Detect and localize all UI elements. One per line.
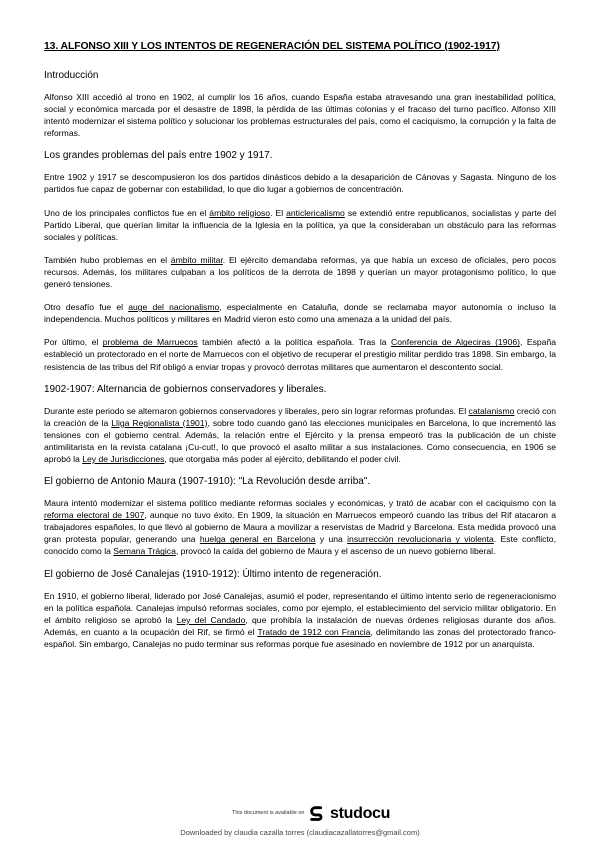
term-insurreccion: insurrección revolucionaria y violenta bbox=[347, 534, 494, 545]
paragraph-intro: Alfonso XIII accedió al trono en 1902, al cumplir los 16 años, cuando España estaba atravesando una gran inestabilidad política, social y económica marcada por el desastre de 1898, la pérdida de las últimas colonias y el fracaso del turno pacífico. Alfonso XIII intentó modernizar el sistema político y solucionar los problemas estructurales del país, como el caciquismo, la corrupción y la falta de reformas. bbox=[44, 92, 556, 139]
section-heading-canalejas: El gobierno de José Canalejas (1910-1912): Último intento de regeneración. bbox=[44, 568, 382, 580]
paragraph-maura: Maura intentó modernizar el sistema político mediante reformas sociales y económicas, y trató de acabar con el caciquismo con la reforma electoral de 1907, aunque no tuvo éxito. En 1909, la situación en Marruecos empeoró cuando las tribus del Rif atacaron a trabajadores españoles, lo que llevó al gobierno de Maura a movilizar a reservistas de Madrid y Barcelona. Esta medida provocó una gran protesta popular, generando una huelga general en Barcelona y una insurrección revolucionaria y violenta. Este conflicto, conocido como la Semana Trágica, provocó la caída del gobierno de Maura y el ascenso de un nuevo gobierno liberal. bbox=[44, 498, 557, 557]
paragraph-canalejas: En 1910, el gobierno liberal, liderado por José Canalejas, asumió el poder, representando el último intento serio de regeneracionismo en la política española. Canalejas impulsó reformas sociales, como por ejemplo, el establecimiento del servicio militar obligatorio. En el ámbito religioso se aprobó la Ley del Candado, que prohibía la instalación de nuevas órdenes religiosas durante dos años. Además, en cuanto a la ocupación del Rif, se firmó el Tratado de 1912 con Francia, delimitando las zonas del protectorado franco-español. Sin embargo, Canalejas no pudo terminar sus reformas porque fue asesinado en noviembre de 1912 por un anarquista. bbox=[44, 590, 557, 649]
available-on-text: This document is available on bbox=[232, 810, 305, 816]
term-ley-jurisdicciones: Ley de Jurisdicciones bbox=[82, 453, 165, 464]
paragraph-military: También hubo problemas en el ámbito militar. El ejército demandaba reformas, ya que había un exceso de oficiales, pero pocos recursos. Además, los militares culpaban a los políticos de la derrota de 1898 y querían un mayor protagonismo político, lo que generó tensiones. bbox=[44, 254, 556, 290]
term-conferencia-algeciras: Conferencia de Algeciras (1906) bbox=[391, 337, 521, 348]
document-title: 13. ALFONSO XIII Y LOS INTENTOS DE REGENERACIÓN DEL SISTEMA POLÍTICO (1902-1917) bbox=[44, 41, 500, 52]
downloaded-by-text: Downloaded by claudia cazalla torres (claudiacazallatorres@gmail.com) bbox=[180, 828, 420, 837]
term-ambito-militar: ámbito militar bbox=[170, 254, 223, 265]
term-huelga-general: huelga general en Barcelona bbox=[199, 534, 316, 545]
term-ley-candado: Ley del Candado bbox=[176, 614, 246, 625]
term-semana-tragica: Semana Trágica bbox=[113, 546, 176, 557]
studocu-logo-icon bbox=[308, 805, 326, 823]
paragraph-nationalism: Otro desafío fue el auge del nacionalismo, especialmente en Cataluña, donde se reclamaba mayor autonomía o incluso la independencia. Muchos políticos y militares en Madrid vieron esto como una amenaza a la unidad del país. bbox=[44, 302, 556, 325]
paragraph-parties: Entre 1902 y 1917 se descompusieron los dos partidos dinásticos debido a la desaparición de Cánovas y Sagasta. Ninguno de los partidos fue capaz de gobernar con estabilidad, lo que dio lugar a gobiernos de concentración. bbox=[44, 172, 556, 195]
term-problema-marruecos: problema de Marruecos bbox=[102, 337, 198, 348]
section-heading-alternancia: 1902-1907: Alternancia de gobiernos conservadores y liberales. bbox=[44, 383, 327, 395]
term-catalanismo: catalanismo bbox=[468, 405, 515, 416]
term-ambito-religioso: ámbito religioso bbox=[209, 207, 271, 218]
studocu-logo[interactable] bbox=[308, 805, 390, 823]
document-page bbox=[44, 40, 556, 650]
section-heading-maura: El gobierno de Antonio Maura (1907-1910): "La Revolución desde arriba". bbox=[44, 476, 371, 488]
section-heading-intro: Introducción bbox=[44, 70, 99, 81]
term-auge-nacionalismo: auge del nacionalismo bbox=[128, 302, 220, 313]
term-anticlericalismo: anticlericalismo bbox=[286, 207, 345, 218]
paragraph-alternancia: Durante este periodo se alternaron gobiernos conservadores y liberales, pero sin lograr reformas profundas. El catalanismo creció con la creación de la Lliga Regionalista (1901), sobre todo cuando ganó las elecciones municipales en Barcelona, lo que incrementó las tensiones con el gobierno central. Además, la relación entre el Ejército y la prensa empeoró tras la publicación de un chiste antimilitarista en la revista catalana ¡Cu-cut!, lo que provocó el asalto militar a sus instalaciones. Como consecuencia, en 1906 se aprobó la Ley de Jurisdicciones, que otorgaba más poder al ejército, debilitando el poder civil. bbox=[44, 405, 556, 464]
paragraph-religion: Uno de los principales conflictos fue en el ámbito religioso. El anticlericalismo se extendió entre republicanos, socialistas y parte del Partido Liberal, que querían limitar la influencia de la Iglesia en la política, ya que la consideraban un obstáculo para las reformas sociales y políticas. bbox=[44, 207, 556, 242]
term-lliga-regionalista: Lliga Regionalista (1901) bbox=[111, 417, 208, 428]
section-heading-problems: Los grandes problemas del país entre 1902 y 1917. bbox=[44, 150, 273, 162]
term-reforma-electoral: reforma electoral de 1907 bbox=[44, 510, 145, 521]
term-tratado-1912: Tratado de 1912 con Francia bbox=[257, 626, 371, 637]
paragraph-morocco: Por último, el problema de Marruecos también afectó a la política española. Tras la Conferencia de Algeciras (1906), España estableció un protectorado en el norte de Marruecos con el objetivo de recuperar el prestigio militar perdido tras 1898. Sin embargo, la resistencia de las tribus del Rif obligó a enviar tropas y provocó derrotas militares que aumentaron el descontento social. bbox=[44, 337, 557, 372]
studocu-logo-text: studocu bbox=[330, 805, 391, 822]
